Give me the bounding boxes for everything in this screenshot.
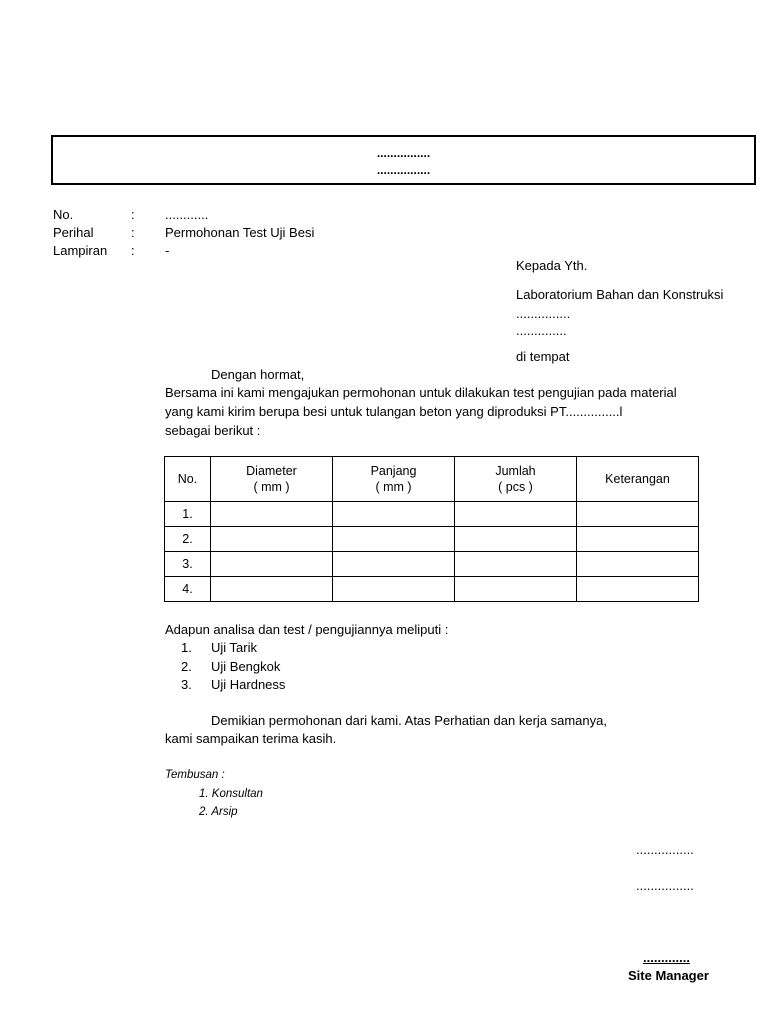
tests-intro: Adapun analisa dan test / pengujiannya meliputi : (165, 622, 449, 637)
cc-title: Tembusan : (165, 769, 225, 781)
meta-perihal-label: Perihal (53, 225, 94, 240)
recipient-greeting: Kepada Yth. (516, 258, 588, 273)
signature-dots-2: ................ (636, 878, 694, 893)
table-cell-keterangan (577, 577, 699, 602)
signature-role: Site Manager (628, 968, 709, 983)
table-header-jumlah (455, 457, 577, 502)
list-item-number: 1. (181, 640, 192, 655)
table-row (165, 552, 699, 577)
cc-item: 1. Konsultan (199, 788, 263, 800)
table-header-jumlah-unit: ( pcs ) (498, 480, 533, 494)
table-cell-jumlah (455, 577, 577, 602)
table-header-panjang-unit: ( mm ) (375, 480, 412, 494)
table-cell-diameter (211, 577, 333, 602)
list-item-number: 2. (181, 659, 192, 674)
body-para-line-1: Bersama ini kami mengajukan permohonan untuk dilakukan test pengujian pada material (165, 385, 677, 400)
table-cell-keterangan (577, 502, 699, 527)
table-cell-diameter (211, 527, 333, 552)
table-header-diameter-label: Diameter (246, 464, 297, 478)
table-cell-no: 3. (165, 552, 211, 577)
table-header-panjang (333, 457, 455, 502)
table-cell-jumlah (455, 552, 577, 577)
header-box (51, 135, 756, 185)
spec-table (164, 456, 699, 602)
meta-perihal-value: Permohonan Test Uji Besi (165, 225, 315, 240)
table-row (165, 502, 699, 527)
table-header-no (165, 457, 211, 502)
meta-lampiran-label: Lampiran (53, 243, 108, 258)
body-para-line-3: sebagai berikut : (165, 423, 261, 438)
table-cell-diameter (211, 502, 333, 527)
list-item (181, 677, 285, 692)
meta-no-label: No. (53, 207, 74, 222)
cc-item: 2. Arsip (199, 806, 238, 818)
list-item-label: Uji Bengkok (211, 659, 281, 674)
table-cell-panjang (333, 577, 455, 602)
table-cell-jumlah (455, 527, 577, 552)
list-item-number: 3. (181, 677, 192, 692)
table-cell-panjang (333, 527, 455, 552)
body-para-line-2: yang kami kirim berupa besi untuk tulangan beton yang diproduksi PT...............l (165, 404, 623, 419)
table-header-keterangan-label: Keterangan (605, 472, 670, 486)
table-cell-diameter (211, 552, 333, 577)
meta-no-colon: : (131, 207, 135, 222)
table-cell-keterangan (577, 552, 699, 577)
table-cell-keterangan (577, 527, 699, 552)
table-cell-no: 1. (165, 502, 211, 527)
recipient-place: di tempat (516, 349, 570, 364)
table-cell-no: 2. (165, 527, 211, 552)
table-cell-panjang (333, 552, 455, 577)
meta-lampiran-value: - (165, 243, 170, 258)
table-header-panjang-label: Panjang (370, 464, 417, 478)
salutation: Dengan hormat, (211, 367, 305, 382)
list-item (181, 640, 257, 655)
table-header-keterangan (577, 457, 699, 502)
list-item-label: Uji Hardness (211, 677, 286, 692)
meta-perihal-colon: : (131, 225, 135, 240)
signature-dots-1: ................ (636, 842, 694, 857)
table-row (165, 527, 699, 552)
table-header-jumlah-label: Jumlah (495, 464, 536, 478)
signature-name: ............. (643, 950, 690, 965)
table-cell-panjang (333, 502, 455, 527)
closing-line-2: kami sampaikan terima kasih. (165, 731, 337, 746)
recipient-org: Laboratorium Bahan dan Konstruksi (516, 287, 724, 302)
table-row (165, 577, 699, 602)
list-item-label: Uji Tarik (211, 640, 257, 655)
table-header-row (165, 457, 699, 502)
meta-lampiran-colon: : (131, 243, 135, 258)
recipient-line-1: ............... (516, 306, 571, 321)
meta-no-value: ............ (165, 207, 209, 222)
header-line-2: ................ (376, 163, 431, 177)
recipient-line-2: .............. (516, 323, 567, 338)
header-line-1: ................ (376, 146, 431, 160)
table-header-no-label: No. (177, 472, 198, 486)
table-cell-jumlah (455, 502, 577, 527)
table-cell-no: 4. (165, 577, 211, 602)
table-header-diameter (211, 457, 333, 502)
table-header-diameter-unit: ( mm ) (253, 480, 290, 494)
closing-line-1: Demikian permohonan dari kami. Atas Perhatian dan kerja samanya, (211, 713, 607, 728)
list-item (181, 659, 280, 674)
